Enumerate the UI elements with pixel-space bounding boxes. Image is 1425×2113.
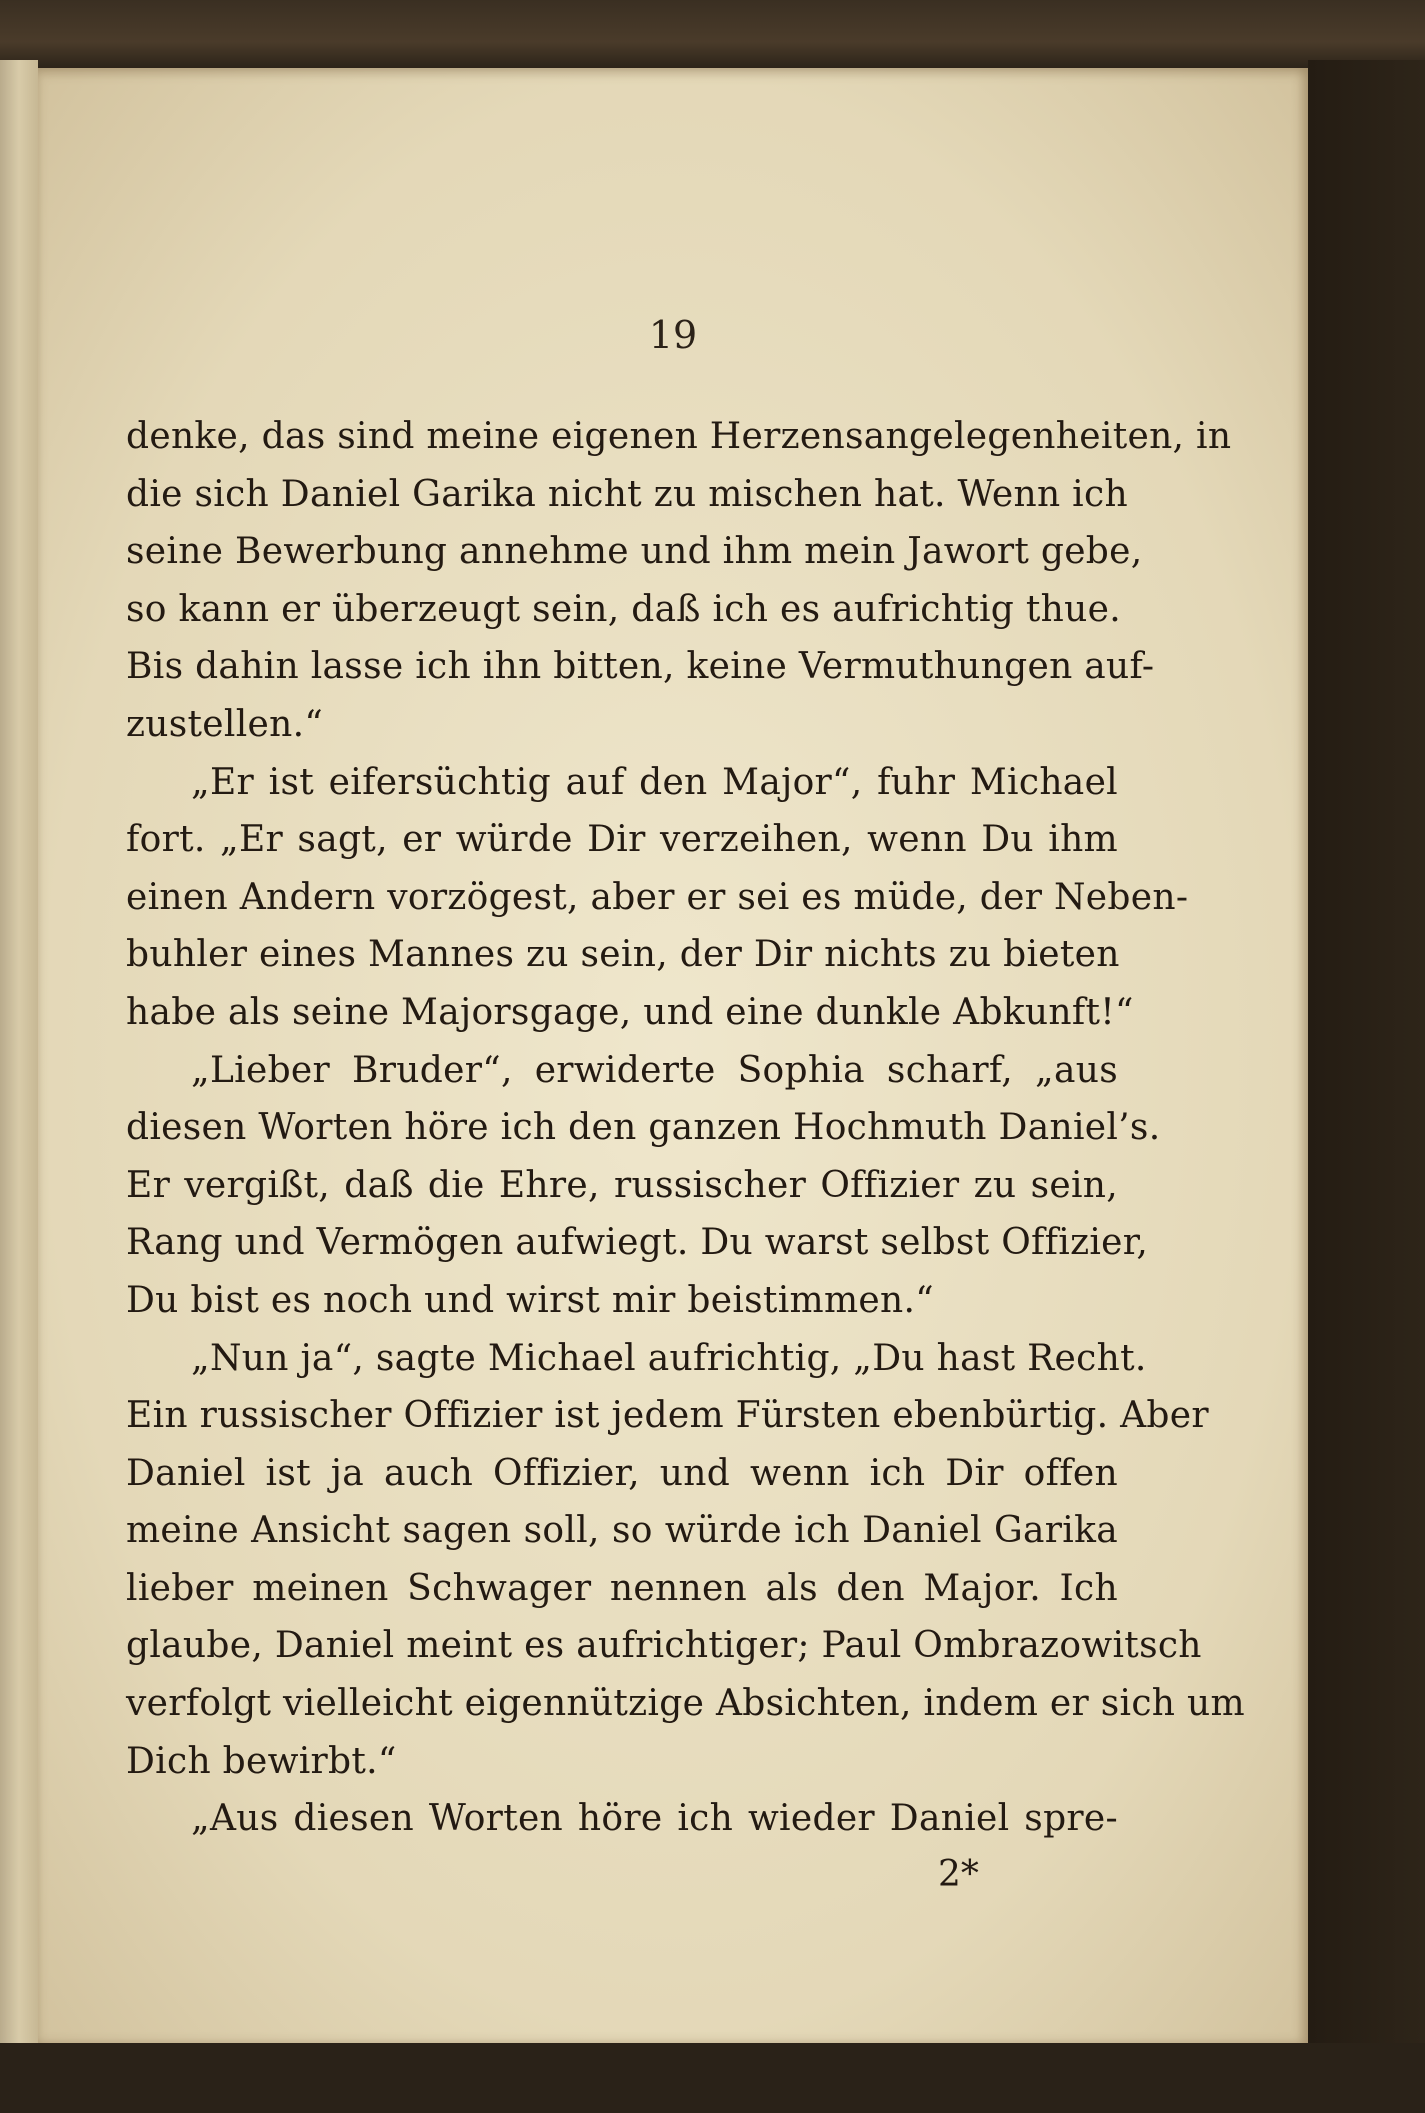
text-line: zustellen.“ [126, 703, 324, 745]
text-line: glaube, Daniel meint es aufrichtiger; Paul Ombrazowitsch [126, 1625, 1202, 1667]
previous-page-edge [0, 60, 38, 2045]
text-line: meine Ansicht sagen soll, so würde ich Daniel Garika [126, 1510, 1118, 1552]
text-line: „Lieber Bruder“, erwiderte Sophia scharf, „aus [191, 1049, 1118, 1091]
text-line: verfolgt vielleicht eigennützige Absichten, indem er sich um [126, 1683, 1245, 1725]
text-line: Er vergißt, daß die Ehre, russischer Offizier zu sein, [126, 1164, 1118, 1206]
text-line: habe als seine Majorsgage, und eine dunkle Abkunft!“ [126, 991, 1134, 1033]
book-top-edge [0, 0, 1425, 70]
text-line: „Er ist eifersüchtig auf den Major“, fuhr Michael [191, 761, 1118, 803]
text-line: so kann er überzeugt sein, daß ich es aufrichtig thue. [126, 588, 1121, 630]
text-line: lieber meinen Schwager nennen als den Major. Ich [126, 1567, 1118, 1609]
book-page [38, 68, 1308, 2043]
text-line: Rang und Vermögen aufwiegt. Du warst selbst Offizier, [126, 1222, 1149, 1264]
text-line: seine Bewerbung annehme und ihm mein Jawort gebe, [126, 531, 1143, 573]
page-text [126, 408, 1245, 1848]
printer-signature: 2* [938, 1854, 979, 1895]
book-right-edge [1308, 60, 1425, 2113]
text-line: diesen Worten höre ich den ganzen Hochmuth Daniel’s. [126, 1107, 1161, 1149]
text-line: die sich Daniel Garika nicht zu mischen hat. Wenn ich [126, 473, 1128, 515]
text-line: „Aus diesen Worten höre ich wieder Daniel spre- [191, 1798, 1118, 1840]
page-number: 19 [648, 313, 698, 357]
text-line: „Nun ja“, sagte Michael aufrichtig, „Du hast Recht. [191, 1337, 1147, 1379]
text-line: Bis dahin lasse ich ihn bitten, keine Vermuthungen auf- [126, 646, 1155, 688]
text-line: einen Andern vorzögest, aber er sei es müde, der Neben- [126, 876, 1189, 918]
text-line: denke, das sind meine eigenen Herzensangelegenheiten, in [126, 416, 1232, 457]
text-line: fort. „Er sagt, er würde Dir verzeihen, wenn Du ihm [126, 819, 1118, 861]
text-line: Du bist es noch und wirst mir beistimmen.“ [126, 1279, 934, 1321]
text-line: Ein russischer Offizier ist jedem Fürsten ebenbürtig. Aber [126, 1395, 1209, 1437]
text-line: Dich bewirbt.“ [126, 1740, 397, 1782]
text-line: Daniel ist ja auch Offizier, und wenn ich Dir offen [126, 1452, 1118, 1494]
book-bottom-edge [0, 2043, 1425, 2113]
text-line: buhler eines Mannes zu sein, der Dir nichts zu bieten [126, 934, 1120, 976]
